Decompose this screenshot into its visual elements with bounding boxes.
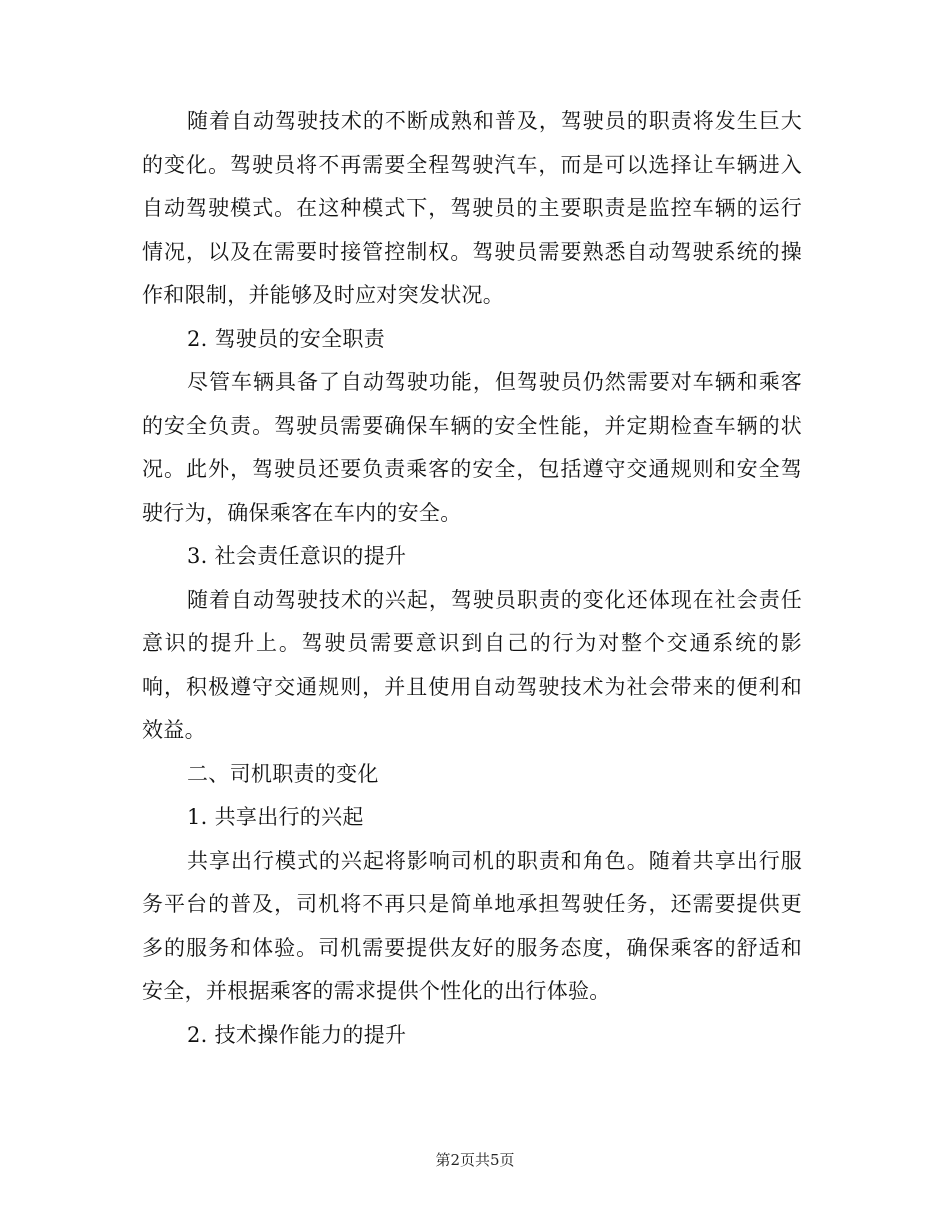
heading-section-two: 二、司机职责的变化 [187, 761, 379, 786]
page-number-footer: 第2页共5页 [435, 1151, 515, 1169]
paragraph-autonomous-driving: 随着自动驾驶技术的不断成熟和普及，驾驶员的职责将发生巨大的变化。驾驶员将不再需要全程驾驶汽车，而是可以选择让车辆进入自动驾驶模式。在这种模式下，驾驶员的主要职责是监控车辆的运行情况，以及在需要时接管控制权。驾驶员需要熟悉自动驾驶系统的操作和限制，并能够及时应对突发状况。 [142, 109, 802, 307]
paragraph-shared-mobility: 共享出行模式的兴起将影响司机的职责和角色。随着共享出行服务平台的普及，司机将不再只是简单地承担驾驶任务，还需要提供更多的服务和体验。司机需要提供友好的服务态度，确保乘客的舒适和安全，并根据乘客的需求提供个性化的出行体验。 [142, 848, 802, 1003]
paragraph-social-responsibility: 随着自动驾驶技术的兴起，驾驶员职责的变化还体现在社会责任意识的提升上。驾驶员需要意识到自己的行为对整个交通系统的影响，积极遵守交通规则，并且使用自动驾驶技术为社会带来的便利和效益。 [142, 587, 802, 742]
paragraph-driver-safety: 尽管车辆具备了自动驾驶功能，但驾驶员仍然需要对车辆和乘客的安全负责。驾驶员需要确保车辆的安全性能，并定期检查车辆的状况。此外，驾驶员还要负责乘客的安全，包括遵守交通规则和安全驾驶行为，确保乘客在车内的安全。 [142, 370, 802, 525]
heading-technical-skills: 2. 技术操作能力的提升 [187, 1022, 407, 1047]
heading-driver-safety-duty: 2. 驾驶员的安全职责 [187, 326, 386, 351]
heading-social-responsibility: 3. 社会责任意识的提升 [187, 544, 407, 568]
heading-shared-mobility: 1. 共享出行的兴起 [187, 805, 364, 829]
document-body [142, 100, 802, 1057]
